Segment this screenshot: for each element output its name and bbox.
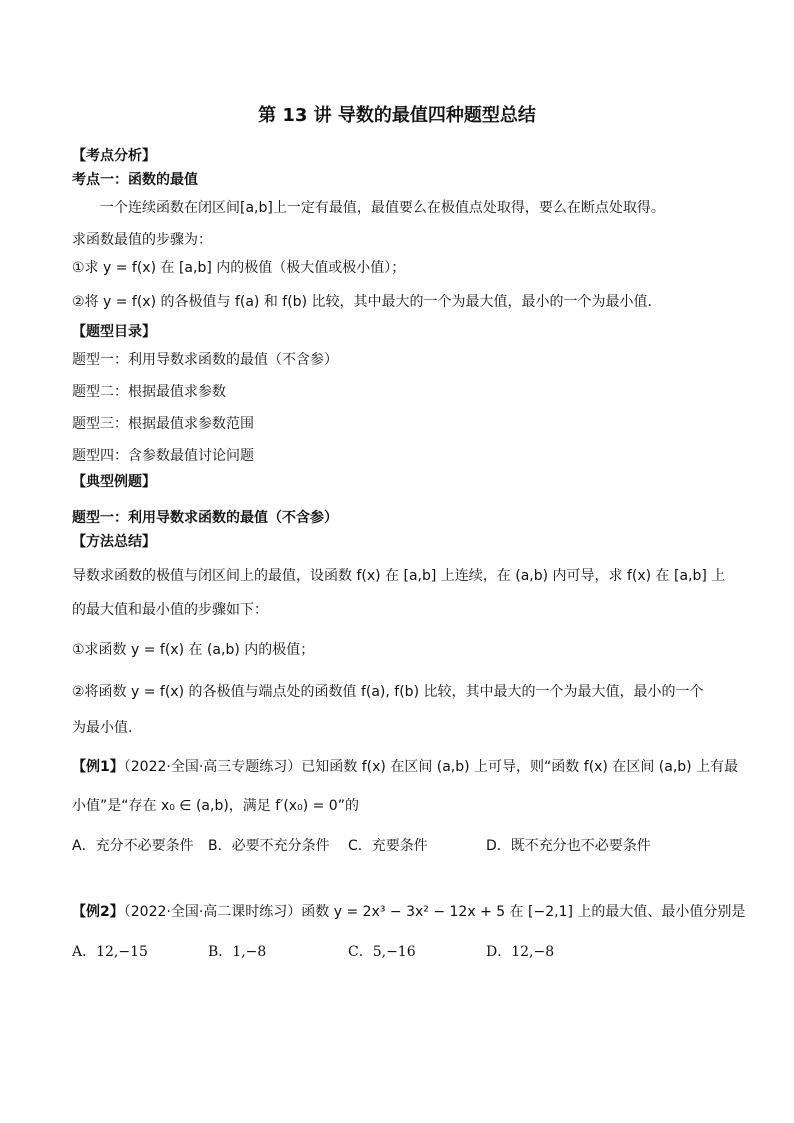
method-line-2: 的最大值和最小值的步骤如下： bbox=[72, 602, 268, 618]
example-2-stem: （2022·全国·高二课时练习）函数 y = 2x³ − 3x² − 12x + 5 在 [−2,1] 上的最大值、最小值分别是 bbox=[123, 904, 746, 920]
method-line-1: 导数求函数的极值与闭区间上的最值，设函数 f(x) 在 [a,b] 上连续，在 (a,b) 内可导，求 f(x) 在 [a,b] 上 bbox=[72, 568, 726, 584]
example-1-option-d: D．既不充分也不必要条件 bbox=[486, 838, 651, 854]
example-2-line-1 bbox=[72, 902, 745, 922]
catalog-item-2: 题型二：根据最值求参数 bbox=[72, 384, 226, 400]
section-examples-heading: 【典型例题】 bbox=[72, 474, 156, 490]
example-2-option-c: C．5,−16 bbox=[348, 944, 416, 960]
method-step-1: ①求函数 y = f(x) 在 (a,b) 内的极值； bbox=[72, 642, 315, 658]
example-1-label: 【例1】 bbox=[72, 759, 124, 775]
example-1-option-c: C．充要条件 bbox=[348, 838, 428, 854]
method-step-2-line-2: 为最小值． bbox=[72, 720, 142, 736]
catalog-item-4: 题型四：含参数最值讨论问题 bbox=[72, 448, 254, 464]
point1-text: 一个连续函数在闭区间[a,b]上一定有最值，最值要么在极值点处取得，要么在断点处取得。 bbox=[100, 200, 665, 216]
example-1-line-1 bbox=[72, 757, 738, 777]
catalog-item-1: 题型一：利用导数求函数的最值（不含参） bbox=[72, 352, 338, 368]
step-1: ①求 y = f(x) 在 [a,b] 内的极值（极大值或极小值）； bbox=[72, 260, 406, 276]
example-1-stem: （2022·全国·高三专题练习）已知函数 f(x) 在区间 (a,b) 上可导，则“函数 f(x) 在区间 (a,b) 上有最 bbox=[123, 759, 739, 775]
method-step-2-line-1: ②将函数 y = f(x) 的各极值与端点处的函数值 f(a), f(b) 比较，其中最大的一个为最大值，最小的一个 bbox=[72, 684, 704, 700]
steps-intro: 求函数最值的步骤为： bbox=[72, 232, 212, 248]
step-2: ②将 y = f(x) 的各极值与 f(a) 和 f(b) 比较，其中最大的一个为最大值，最小的一个为最小值． bbox=[72, 294, 662, 310]
page-title: 第 13 讲 导数的最值四种题型总结 bbox=[258, 105, 536, 126]
catalog-item-3: 题型三：根据最值求参数范围 bbox=[72, 416, 254, 432]
type1-title: 题型一：利用导数求函数的最值（不含参） bbox=[72, 510, 338, 526]
example-1-option-b: B．必要不充分条件 bbox=[208, 838, 330, 854]
section-catalog-heading: 【题型目录】 bbox=[72, 324, 156, 340]
example-2-option-b: B．1,−8 bbox=[208, 944, 267, 960]
example-1-option-a: A．充分不必要条件 bbox=[72, 838, 194, 854]
example-2-label: 【例2】 bbox=[72, 904, 124, 920]
section-analysis-heading: 【考点分析】 bbox=[72, 148, 156, 164]
example-2-option-a: A．12,−15 bbox=[72, 944, 148, 960]
point1-title: 考点一：函数的最值 bbox=[72, 172, 198, 188]
example-2-option-d: D．12,−8 bbox=[486, 944, 555, 960]
method-heading: 【方法总结】 bbox=[72, 534, 156, 550]
example-1-line-2: 小值”是“存在 x₀ ∈ (a,b)，满足 f′(x₀) = 0”的 bbox=[72, 798, 359, 814]
